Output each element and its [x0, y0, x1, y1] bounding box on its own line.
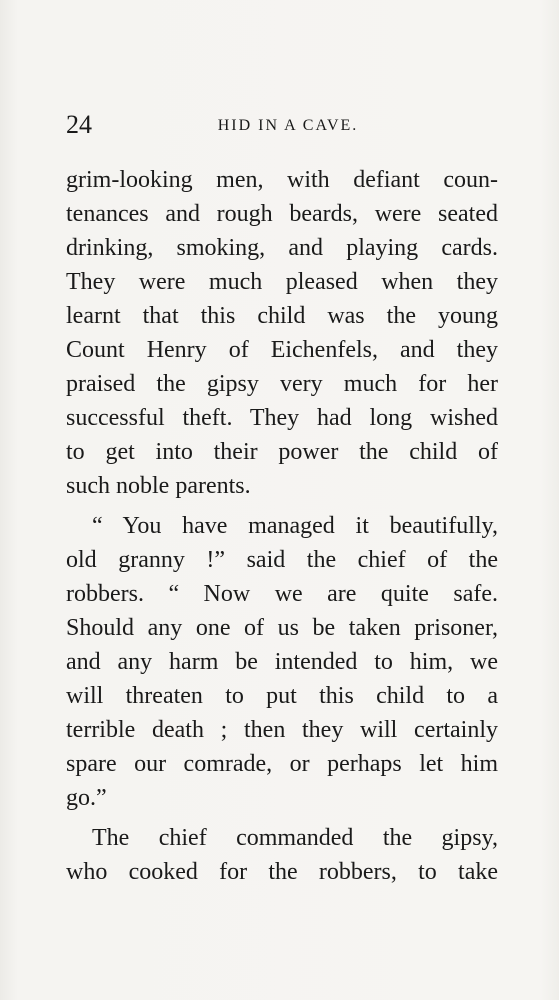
text-line: Count Henry of Eichenfels, and they: [66, 337, 498, 363]
text-line: will threaten to put this child to a: [66, 683, 498, 709]
text-line: to get into their power the child of: [66, 439, 498, 465]
text-line: who cooked for the robbers, to take: [66, 859, 498, 885]
text-line: learnt that this child was the young: [66, 303, 498, 329]
text-line: They were much pleased when they: [66, 269, 498, 295]
paragraph: [66, 509, 498, 815]
paragraph: [66, 821, 498, 889]
text-line: successful theft. They had long wished: [66, 405, 498, 431]
text-line: The chief commanded the gipsy,: [92, 825, 498, 851]
text-line: spare our comrade, or perhaps let him: [66, 751, 498, 777]
text-line: go.”: [66, 785, 107, 811]
text-line: terrible death ; then they will certainly: [66, 717, 498, 743]
text-line: “ You have managed it beautifully,: [92, 513, 498, 539]
page-header: [66, 110, 498, 140]
running-head: HID IN A CAVE.: [217, 117, 359, 134]
text-line: old granny !” said the chief of the: [66, 547, 498, 573]
text-line: drinking, smoking, and playing cards.: [66, 235, 498, 261]
page-number: 24: [66, 110, 92, 139]
text-line: and any harm be intended to him, we: [66, 649, 498, 675]
body-text: [66, 163, 498, 889]
text-line: grim-looking men, with defiant coun-: [66, 167, 498, 193]
text-line: robbers. “ Now we are quite safe.: [66, 581, 498, 607]
paragraph: [66, 163, 498, 503]
text-line: praised the gipsy very much for her: [66, 371, 498, 397]
text-line: Should any one of us be taken prisoner,: [66, 615, 498, 641]
text-line: tenances and rough beards, were seated: [66, 201, 498, 227]
text-line: such noble parents.: [66, 473, 251, 499]
